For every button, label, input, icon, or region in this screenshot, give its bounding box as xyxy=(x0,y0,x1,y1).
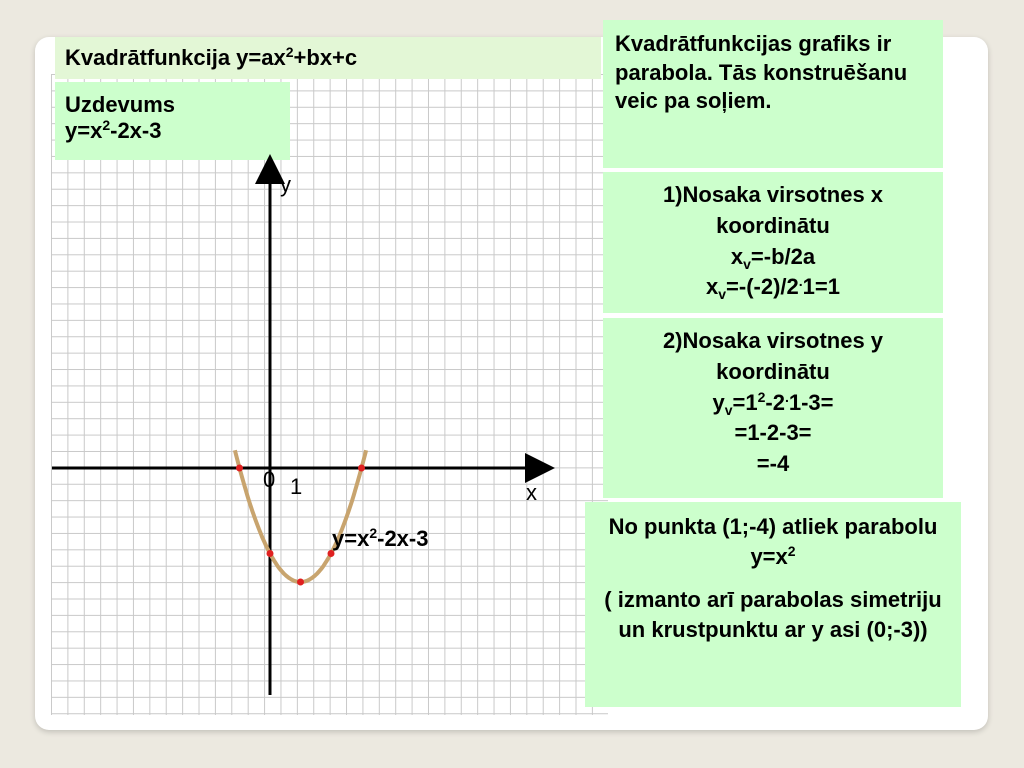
key-point xyxy=(267,550,274,557)
step3-para1-sup: 2 xyxy=(787,542,796,559)
y-axis-label: y xyxy=(280,172,291,197)
key-point xyxy=(236,465,243,472)
step3-para2: ( izmanto arī parabolas simetriju un krustpunktu ar y asi (0;-3)) xyxy=(604,587,942,643)
key-point xyxy=(297,579,304,586)
step2-line3-c: 1-3= xyxy=(788,389,834,415)
step1-line4-dot: . xyxy=(798,273,803,290)
parabola-curve xyxy=(235,450,366,582)
step3-para1-text: No punkta (1;-4) atliek parabolu y=x xyxy=(608,514,938,569)
step1-line4-var: x xyxy=(705,274,719,300)
curve-label-start: y=x xyxy=(332,526,370,551)
curve-label xyxy=(332,526,428,552)
step1-line3-rest: =-b/2a xyxy=(750,243,816,269)
step1-line3-sub: v xyxy=(743,255,751,272)
step2-line3-var: y xyxy=(712,389,725,415)
unit-one-label: 1 xyxy=(290,474,303,499)
curve-label-sup: 2 xyxy=(369,525,378,541)
step2-line5: =-4 xyxy=(756,451,790,477)
step2-line3-sub: v xyxy=(724,401,733,418)
step2-line3-b: -2 xyxy=(765,389,785,415)
task-formula-end: -2x-3 xyxy=(110,118,162,144)
step2-line1: 2)Nosaka virsotnes y xyxy=(662,328,884,353)
step2-line3-a: =1 xyxy=(732,389,758,415)
step1-line4-mid: =-(-2)/2 xyxy=(726,274,799,300)
step1-line3-var: x xyxy=(730,243,744,269)
step1-line2: koordinātu xyxy=(716,212,830,238)
task-formula-start: y=x xyxy=(65,118,103,144)
title-exponent: 2 xyxy=(285,44,294,60)
key-point xyxy=(358,465,365,472)
step2-line3-sup: 2 xyxy=(757,388,766,405)
task-formula-exponent: 2 xyxy=(102,117,111,134)
step2-line2: koordinātu xyxy=(716,358,830,384)
step1-line1: 1)Nosaka virsotnes x xyxy=(662,182,884,207)
step1-line4-end: 1=1 xyxy=(802,274,840,300)
origin-label: 0 xyxy=(263,467,276,492)
step2-line4: =1-2-3= xyxy=(734,420,812,446)
intro-text: Kvadrātfunkcijas grafiks ir parabola. Tās konstruēšanu veic pa soļiem. xyxy=(615,31,908,114)
title-text-end: +bx+c xyxy=(293,45,358,70)
curve-label-end: -2x-3 xyxy=(377,526,429,551)
step1-line4-sub: v xyxy=(718,286,727,303)
x-axis-label: x xyxy=(526,480,537,505)
title-text: Kvadrātfunkcija y=ax xyxy=(65,45,286,70)
step2-line3-dot: . xyxy=(784,388,789,405)
task-heading: Uzdevums xyxy=(65,92,176,117)
